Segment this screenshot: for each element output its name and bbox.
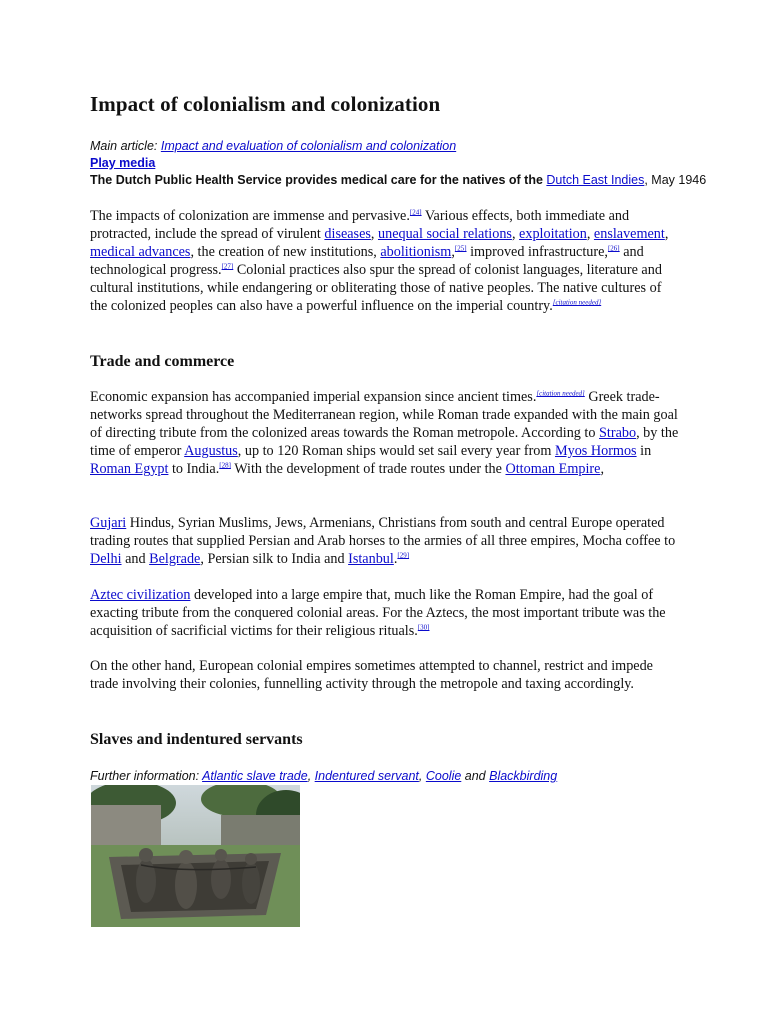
- istanbul-link[interactable]: Istanbul: [348, 551, 394, 567]
- exploitation-link[interactable]: exploitation: [519, 226, 587, 242]
- aztec-civilization-link[interactable]: Aztec civilization: [90, 587, 191, 603]
- diseases-link[interactable]: diseases: [324, 226, 371, 242]
- heading-slaves-and-indentured-servants: Slaves and indentured servants: [90, 731, 303, 748]
- ref-27-link[interactable]: [27]: [221, 262, 234, 271]
- blackbirding-link[interactable]: Blackbirding: [489, 769, 558, 783]
- ref-28-link[interactable]: [28]: [219, 461, 231, 470]
- roman-egypt-link[interactable]: Roman Egypt: [90, 461, 169, 477]
- main-article-note: Main article: Impact and evaluation of colonialism and colonization: [90, 139, 457, 153]
- paragraph-impacts: The impacts of colonization are immense and pervasive.[24] Various effects, both immediate and protracted, include the spread of virulent diseases, unequal social relations, exploitation, enslavement, medical advances, the creation of new institutions, abolitionism,[25] improved infrastructure,[26] and technological progress.[27] Colonial practices also spur the spread of colonist languages, literature and cultural institutions, while endangering or obliterating those of native peoples. The native cultures of the colonized peoples can also have a powerful influence on the imperial country.[citation needed]: [90, 208, 669, 314]
- ref-25-link[interactable]: [25]: [454, 244, 467, 253]
- slave-memorial-photo[interactable]: [91, 785, 300, 927]
- dutch-east-indies-link[interactable]: Dutch East Indies: [546, 173, 645, 187]
- citation-needed-link-2[interactable]: [citation needed]: [536, 389, 585, 398]
- gujari-link[interactable]: Gujari: [90, 515, 127, 531]
- medical-advances-link[interactable]: medical advances: [90, 244, 191, 260]
- page-title: Impact of colonialism and colonization: [90, 92, 441, 116]
- play-media-link[interactable]: Play media: [90, 156, 156, 170]
- ref-24-link[interactable]: [24]: [409, 208, 422, 217]
- media-caption: The Dutch Public Health Service provides medical care for the natives of the Dutch East Indies, May 1946: [90, 173, 707, 187]
- ref-26-link[interactable]: [26]: [607, 244, 620, 253]
- slave-memorial-illustration: [91, 785, 300, 927]
- paragraph-trade: Economic expansion has accompanied imperial expansion since ancient times.[citation needed] Greek trade-networks spread throughout the Mediterranean region, while Roman trade expanded with the main goal of directing tribute from the colonized areas towards the Roman metropole. According to Strabo, by the time of emperor Augustus, up to 120 Roman ships would set sail every year from Myos Hormos in Roman Egypt to India.[28] With the development of trade routes under the Ottoman Empire,: [90, 389, 679, 477]
- atlantic-slave-trade-link[interactable]: Atlantic slave trade: [202, 769, 308, 783]
- strabo-link[interactable]: Strabo: [599, 425, 637, 441]
- augustus-link[interactable]: Augustus: [184, 443, 238, 459]
- paragraph-aztec: Aztec civilization developed into a large empire that, much like the Roman Empire, had the goal of exacting tribute from the conquered colonial areas. For the Aztecs, the most important tribute was the acquisition of sacrificial victims for their religious rituals.[30]: [90, 587, 666, 639]
- ottoman-empire-link[interactable]: Ottoman Empire: [505, 461, 601, 477]
- indentured-servant-link[interactable]: Indentured servant: [314, 769, 419, 783]
- citation-needed-link[interactable]: [citation needed]: [552, 298, 602, 307]
- ref-30-link[interactable]: [30]: [417, 623, 430, 632]
- play-media-link-row: [90, 156, 155, 170]
- heading-trade-and-commerce: Trade and commerce: [90, 353, 235, 370]
- further-information-note: Further information: Atlantic slave trade, Indentured servant, Coolie and Blackbirding: [90, 769, 558, 783]
- belgrade-link[interactable]: Belgrade: [149, 551, 201, 567]
- enslavement-link[interactable]: enslavement: [593, 226, 665, 242]
- main-article-link[interactable]: Impact and evaluation of colonialism and colonization: [160, 139, 457, 153]
- ref-29-link[interactable]: [29]: [397, 551, 410, 560]
- myos-hormos-link[interactable]: Myos Hormos: [554, 443, 637, 459]
- coolie-link[interactable]: Coolie: [425, 769, 462, 783]
- delhi-link[interactable]: Delhi: [90, 551, 122, 567]
- paragraph-european-empires: On the other hand, European colonial empires sometimes attempted to channel, restrict and impede trade involving their colonies, funnelling activity through the metropole and taxing accordingly.: [90, 658, 653, 692]
- abolitionism-link[interactable]: abolitionism: [380, 244, 452, 260]
- unequal-social-relations-link[interactable]: unequal social relations: [378, 226, 512, 242]
- paragraph-gujari: Gujari Hindus, Syrian Muslims, Jews, Armenians, Christians from south and central Europe operated trading routes that supplied Persian and Arab horses to the armies of all three empires, Mocha coffee to Delhi and Belgrade, Persian silk to India and Istanbul.[29]: [90, 515, 676, 567]
